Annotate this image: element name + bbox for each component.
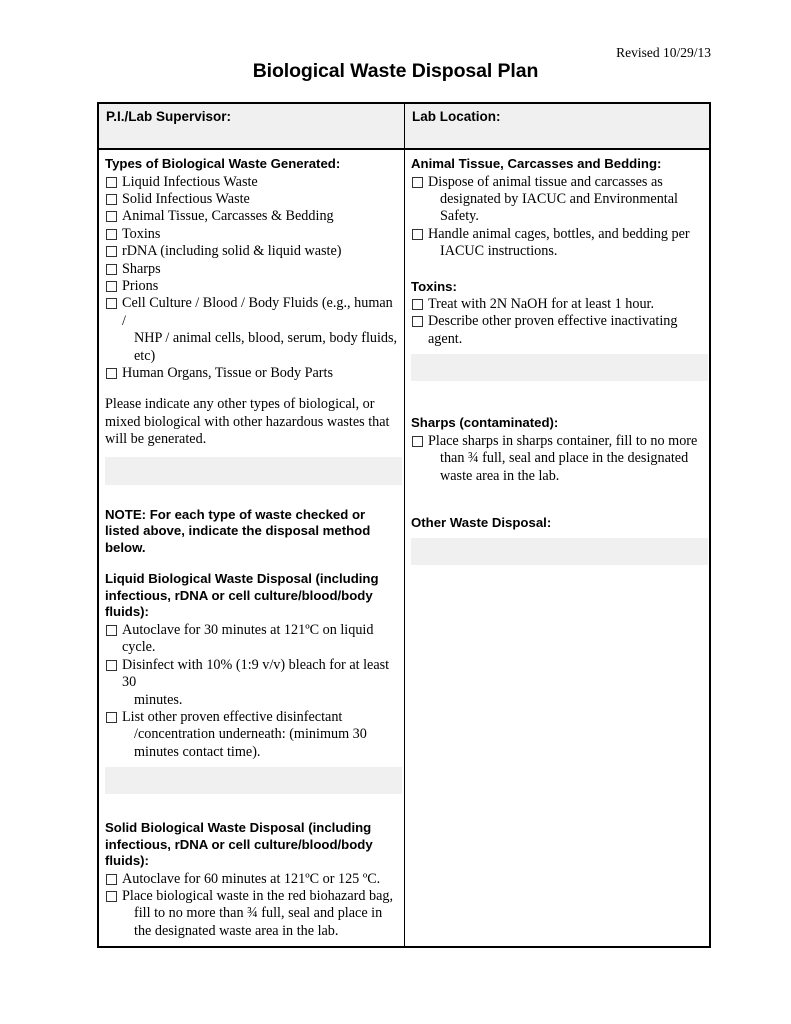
list-item[interactable] [411, 296, 705, 313]
spacer [411, 485, 705, 515]
solid-disposal-heading: Solid Biological Waste Disposal (including infectious, rDNA or cell culture/blood/body fluids): [105, 820, 373, 869]
list-item-label: Autoclave for 60 minutes at 121ºC or 125 ºC. [122, 870, 381, 887]
checkbox-prions[interactable] [106, 281, 117, 292]
list-item[interactable] [105, 709, 400, 761]
list-item-label: Animal Tissue, Carcasses & Bedding [122, 208, 334, 225]
spacer [105, 449, 400, 457]
list-item[interactable] [105, 208, 400, 225]
list-item-label [122, 888, 400, 940]
list-item[interactable] [105, 657, 400, 709]
list-item-continuation: /concentration underneath: (minimum 30 minutes contact time). [134, 726, 367, 760]
lab-location-label: Lab Location: [412, 109, 501, 124]
list-item-label: Describe other proven effective inactivating agent. [428, 313, 678, 347]
list-item[interactable] [411, 433, 705, 485]
checkbox-handle-animal-cages[interactable] [412, 229, 423, 240]
checkbox-sharps-container[interactable] [412, 436, 423, 447]
checkbox-toxins-other-agent[interactable] [412, 316, 423, 327]
pi-supervisor-label: P.I./Lab Supervisor: [106, 109, 232, 124]
spacer [105, 382, 400, 396]
list-item[interactable] [105, 191, 400, 208]
animal-tissue-list [411, 174, 705, 261]
list-item-label [122, 709, 400, 761]
left-column [99, 150, 404, 946]
animal-tissue-heading: Animal Tissue, Carcasses and Bedding: [411, 156, 662, 171]
waste-plan-table [97, 102, 711, 948]
checkbox-liquid-infectious-waste[interactable] [106, 177, 117, 188]
list-item[interactable] [105, 261, 400, 278]
list-item[interactable] [105, 871, 400, 888]
other-types-prompt: Please indicate any other types of biological, or mixed biological with other hazardous wastes that will be generated. [105, 396, 390, 448]
list-item-label: Liquid Infectious Waste [122, 173, 258, 190]
list-item[interactable] [105, 295, 400, 365]
list-item-continuation: NHP / animal cells, blood, serum, body fluids, etc) [134, 330, 398, 364]
spacer [411, 381, 705, 415]
checkbox-rdna[interactable] [106, 246, 117, 257]
list-item-text: Disinfect with 10% (1:9 v/v) bleach for at least 30 [122, 656, 390, 691]
sharps-list [411, 433, 705, 485]
list-item-label: Treat with 2N NaOH for at least 1 hour. [428, 296, 655, 313]
other-waste-heading: Other Waste Disposal: [411, 514, 552, 530]
toxins-heading: Toxins: [411, 278, 457, 294]
list-item-label [428, 433, 705, 485]
other-types-input-field[interactable] [105, 457, 402, 485]
list-item[interactable] [411, 174, 705, 226]
list-item[interactable] [105, 243, 400, 260]
list-item[interactable] [105, 622, 400, 657]
revision-date: Revised 10/29/13 [616, 45, 711, 60]
list-item-label [122, 295, 400, 365]
lab-location-cell[interactable] [404, 104, 709, 148]
spacer [105, 794, 400, 820]
list-item-label: Sharps [122, 260, 161, 277]
list-item[interactable] [411, 226, 705, 261]
content-row [99, 150, 709, 946]
toxins-list [411, 296, 705, 348]
checkbox-dispose-animal-tissue[interactable] [412, 177, 423, 188]
checkbox-solid-infectious-waste[interactable] [106, 194, 117, 205]
list-item[interactable] [105, 174, 400, 191]
list-item-continuation: than ¾ full, seal and place in the designated waste area in the lab. [440, 450, 689, 484]
checkbox-solid-biohazard-bag[interactable] [106, 891, 117, 902]
list-item-label [428, 226, 705, 261]
list-item-text: List other proven effective disinfectant [122, 708, 343, 725]
list-item-text: Place biological waste in the red biohazard bag, [122, 888, 394, 905]
checkbox-liquid-autoclave[interactable] [106, 625, 117, 636]
spacer [105, 557, 400, 571]
checkbox-toxins[interactable] [106, 229, 117, 240]
other-waste-input-field[interactable] [411, 538, 708, 565]
pi-supervisor-cell[interactable] [99, 104, 404, 148]
types-of-waste-heading: Types of Biological Waste Generated: [105, 156, 341, 171]
list-item-label [428, 174, 705, 226]
liquid-disposal-input-field[interactable] [105, 767, 402, 794]
list-item-text: Place sharps in sharps container, fill to no more [428, 432, 698, 449]
list-item-label: Prions [122, 277, 159, 294]
list-item-label: Autoclave for 30 minutes at 121ºC on liquid cycle. [122, 621, 374, 656]
disposal-method-note: NOTE: For each type of waste checked or listed above, indicate the disposal method below. [105, 506, 371, 555]
identification-row [99, 104, 709, 150]
list-item-continuation: IACUC instructions. [440, 243, 558, 260]
list-item-text: Dispose of animal tissue and carcasses as [428, 173, 663, 190]
list-item-label: rDNA (including solid & liquid waste) [122, 243, 342, 260]
checkbox-sharps[interactable] [106, 264, 117, 275]
checkbox-liquid-other-disinfectant[interactable] [106, 712, 117, 723]
types-of-waste-list [105, 174, 400, 383]
checkbox-animal-tissue[interactable] [106, 211, 117, 222]
checkbox-solid-autoclave[interactable] [106, 874, 117, 885]
list-item-continuation: designated by IACUC and Environmental Safety. [440, 190, 678, 225]
list-item-label: Human Organs, Tissue or Body Parts [122, 364, 333, 381]
list-item-label [122, 657, 400, 709]
checkbox-cell-culture[interactable] [106, 298, 117, 309]
list-item[interactable] [411, 313, 705, 348]
list-item-label: Toxins [122, 225, 161, 242]
list-item-text: Handle animal cages, bottles, and bedding per [428, 225, 690, 242]
list-item-continuation: minutes. [134, 691, 183, 708]
spacer [105, 485, 400, 507]
spacer [411, 261, 705, 279]
checkbox-toxins-naoh[interactable] [412, 299, 423, 310]
page-title: Biological Waste Disposal Plan [252, 60, 539, 82]
right-column [404, 150, 709, 946]
liquid-disposal-heading: Liquid Biological Waste Disposal (including infectious, rDNA or cell culture/blood/body fluids): [105, 571, 379, 620]
checkbox-human-organs[interactable] [106, 368, 117, 379]
list-item[interactable] [105, 226, 400, 243]
liquid-disposal-list [105, 622, 400, 761]
list-item[interactable] [105, 278, 400, 295]
checkbox-liquid-bleach[interactable] [106, 660, 117, 671]
list-item-text: Cell Culture / Blood / Body Fluids (e.g., human / [122, 295, 393, 329]
sharps-heading: Sharps (contaminated): [411, 415, 559, 431]
toxins-input-field[interactable] [411, 354, 708, 381]
list-item-continuation: fill to no more than ¾ full, seal and place in the designated waste area in the lab. [134, 905, 383, 939]
solid-disposal-list [105, 871, 400, 941]
list-item[interactable] [105, 365, 400, 382]
list-item[interactable] [105, 888, 400, 940]
list-item-label: Solid Infectious Waste [122, 190, 250, 207]
